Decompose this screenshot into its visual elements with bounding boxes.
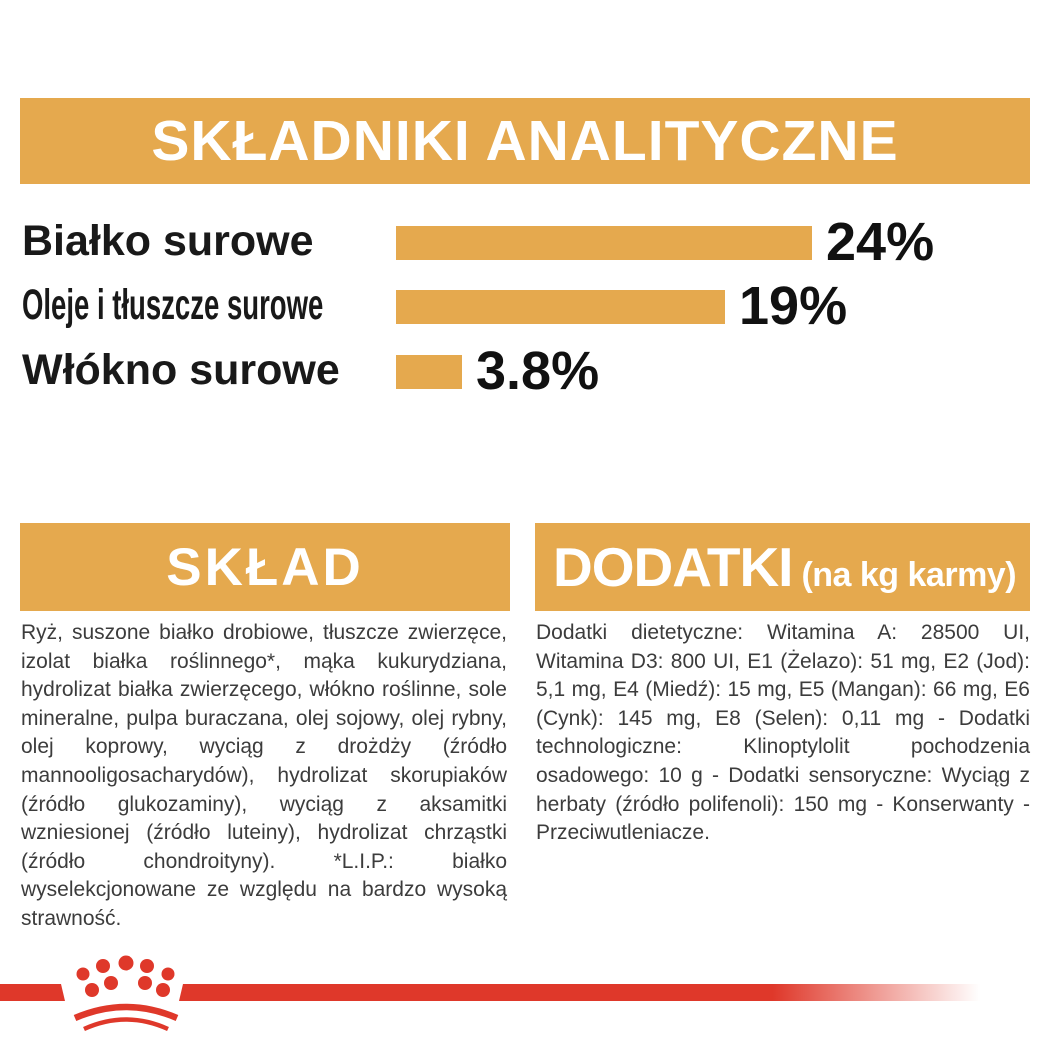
value-bar: [396, 355, 462, 389]
royal-canin-crown-icon: [0, 930, 1049, 1049]
logo-left-divider: [0, 984, 65, 1001]
additives-body-text: Dodatki dietetyczne: Witamina A: 28500 UI, Witamina D3: 800 UI, E1 (Żelazo): 51 mg, E2 (Jod): 5,1 mg, E4 (Miedź): 15 mg, E5 (Mangan): 66 mg, E6 (Cynk): 145 mg, E8 (Selen): 0,11 mg - Dodatki technologiczne: Klinoptylolit pochodzenia osadowego: 10 g - Dodatki sensoryczne: Wyciąg z herbaty (źródło polifenoli): 150 mg - Konserwanty - Przeciwutleniacze.: [536, 621, 1030, 845]
composition-title: SKŁAD: [166, 537, 364, 597]
analytic-row-fibre: [0, 340, 1049, 401]
composition-body-text: Ryż, suszone białko drobiowe, tłuszcze zwierzęce, izolat białka roślinnego*, mąka kukurydziana, hydrolizat białka zwierzęcego, włókno roślinne, sole mineralne, pulpa buraczana, olej sojowy, olej rybny, olej koprowy, wyciąg z drożdży (źródło mannooligosacharydów), hydrolizat skorupiaków (źródło glukozaminy), wyciąg z aksamitki wzniesionej (źródło luteiny), hydrolizat chrząstki (źródło chondroityny). *L.I.P.: białko wyselekcjonowane ze względu na bardzo wysoką strawność.: [21, 621, 507, 930]
value-bar: [396, 226, 812, 260]
nutrient-label: Włókno surowe: [22, 345, 340, 394]
nutrient-label: Białko surowe: [22, 216, 314, 265]
analytics-banner-title: SKŁADNIKI ANALITYCZNE: [151, 109, 899, 173]
nutrient-label: Oleje i tłuszcze surowe: [22, 280, 324, 329]
analytics-banner: [20, 98, 1030, 184]
analytic-row-protein: [0, 211, 1049, 272]
value-label: 3.8%: [476, 340, 600, 401]
composition-header: [20, 523, 510, 611]
additives-header: [535, 523, 1030, 611]
logo-right-divider: [179, 984, 980, 1001]
additives-title: DODATKI: [553, 536, 793, 598]
analytic-row-fat: [0, 275, 1049, 336]
value-bar: [396, 290, 725, 324]
value-label: 19%: [739, 275, 848, 336]
additives-subtitle: (na kg karmy): [801, 556, 1017, 594]
value-label: 24%: [826, 211, 935, 272]
